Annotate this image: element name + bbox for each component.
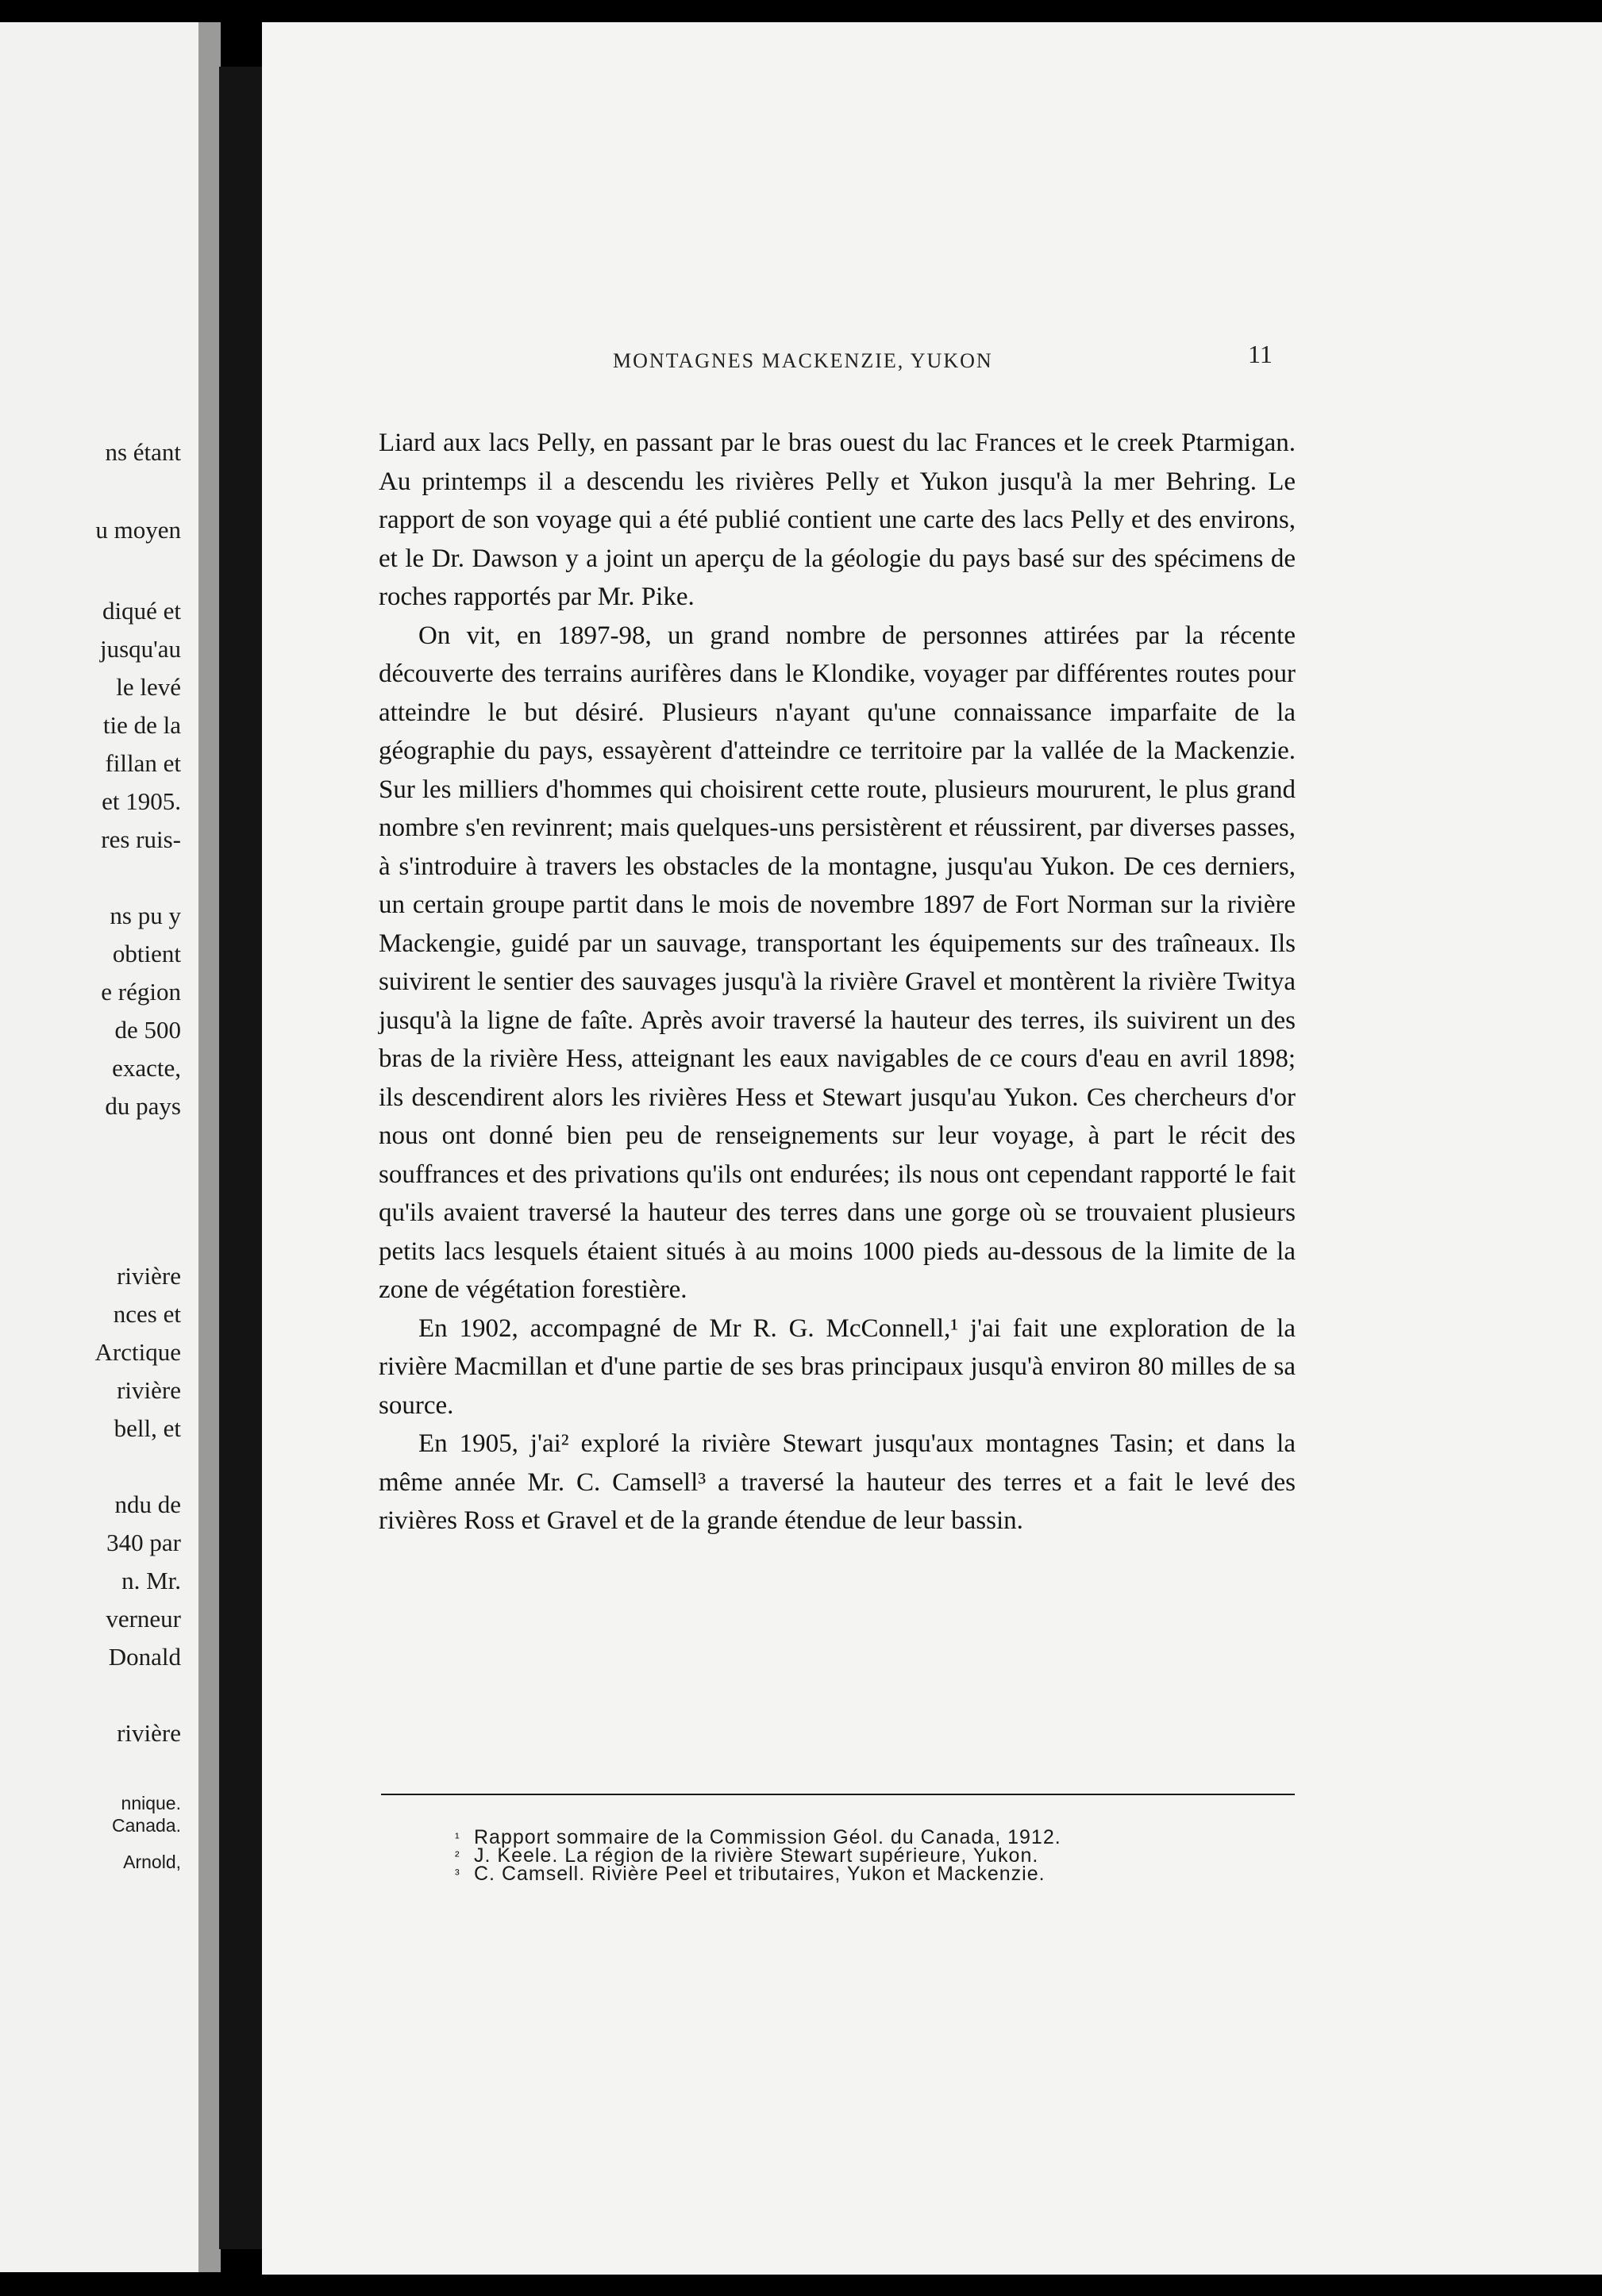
left-text-fragment: diqué et: [102, 597, 181, 625]
footnote-text: J. Keele. La région de la rivière Stewart supérieure, Yukon.: [474, 1844, 1039, 1867]
left-text-fragment: tie de la: [102, 711, 181, 739]
left-text-fragment: jusqu'au: [99, 635, 181, 663]
left-text-fragment: fillan et: [105, 749, 181, 777]
left-text-fragment: ndu de: [114, 1490, 181, 1518]
left-page-text-fragments: [0, 22, 198, 2272]
page-number: 11: [1248, 340, 1273, 368]
footnote-mark: ¹: [455, 1830, 460, 1845]
paragraph: Liard aux lacs Pelly, en passant par le bras ouest du lac Frances et le creek Ptarmigan. Au printemps il a descendu les rivières Pelly et Yukon jusqu'à la mer Behring. Le rapport de son voyage qui a été publié contient une carte des lacs Pelly et des environs, et le Dr. Dawson y a joint un aperçu de la géologie du pays basé sur des spécimens de roches rapportés par Mr. Pike.: [379, 429, 1296, 611]
book-spine: [219, 67, 262, 2249]
left-text-fragment: n. Mr.: [121, 1567, 181, 1594]
left-text-fragment: 340 par: [106, 1529, 181, 1556]
left-footnote-fragment: Canada.: [112, 1815, 181, 1836]
paragraph: En 1902, accompagné de Mr R. G. McConnell,¹ j'ai fait une exploration de la rivière Macmillan et d'une partie de ses bras principaux jusqu'à environ 80 milles de sa source.: [379, 1313, 1296, 1420]
right-page: [262, 22, 1602, 2275]
left-text-fragment: obtient: [112, 940, 181, 967]
footnote-mark: ²: [455, 1848, 460, 1863]
left-text-fragment: verneur: [106, 1605, 181, 1633]
left-text-fragment: Arctique: [94, 1338, 181, 1366]
left-text-fragment: ns pu y: [110, 902, 181, 929]
footnote-text: C. Camsell. Rivière Peel et tributaires, Yukon et Mackenzie.: [474, 1863, 1046, 1885]
left-text-fragment: e région: [101, 978, 181, 1006]
footnotes: [455, 1826, 1296, 1885]
left-text-fragment: de 500: [114, 1016, 181, 1044]
left-text-fragment: nces et: [113, 1300, 181, 1328]
left-text-fragment: exacte,: [112, 1054, 181, 1082]
left-footnote-fragment: nnique.: [121, 1793, 181, 1813]
left-text-fragment: rivière: [117, 1719, 181, 1747]
paragraph: En 1905, j'ai² exploré la rivière Stewart jusqu'aux montagnes Tasin; et dans la même année Mr. C. Camsell³ a traversé la hauteur des terres et a fait le levé des rivières Ross et Gravel et de la grande étendue de leur bassin.: [379, 1429, 1296, 1535]
left-text-fragment: Donald: [108, 1643, 181, 1671]
footnote-text: Rapport sommaire de la Commission Géol. du Canada, 1912.: [474, 1826, 1061, 1848]
footnote-divider: [381, 1794, 1295, 1795]
left-text-fragment: ns étant: [105, 438, 181, 466]
paragraph: On vit, en 1897-98, un grand nombre de personnes attirées par la récente découverte des terrains aurifères dans le Klondike, voyager par différentes routes pour atteindre le but désiré. Plusieurs n'ayant qu'une connaissance imparfaite de la géographie du pays, essayèrent d'atteindre ce territoire par la vallée de la Mackenzie. Sur les milliers d'hommes qui choisirent cette route, plusieurs moururent, le plus grand nombre s'en revinrent; mais quelques-uns persistèrent et réussirent, par diverses passes, à s'introduire à travers les obstacles de la montagne, jusqu'au Yukon. De ces derniers, un certain groupe partit dans le mois de novembre 1897 de Fort Norman sur la rivière Mackengie, guidé par un sauvage, transportant les équipements sur des traîneaux. Ils suivirent le sentier des sauvages jusqu'à la rivière Gravel et montèrent la rivière Twitya jusqu'à la ligne de faîte. Après avoir traversé la hauteur des terres, ils suivirent un des bras de la rivière Hess, atteignant les eaux navigables de ce cours d'eau en avril 1898; ils descendirent alors les rivières Hess et Stewart jusqu'au Yukon. Ces chercheurs d'or nous ont donné bien peu de renseignements sur leur voyage, à part le récit des souffrances et des privations qu'ils ont endurées; ils nous ont cependant rapporté le fait qu'ils avaient traversé la hauteur des terres dans une gorge où se trouvaient plusieurs petits lacs lesquels étaient situés à au moins 1000 pieds au-dessous de la limite de la zone de végétation forestière.: [379, 621, 1296, 1304]
left-footnote-fragment: Arnold,: [123, 1852, 181, 1872]
left-text-fragment: du pays: [105, 1092, 181, 1120]
running-head: MONTAGNES MACKENZIE, YUKON: [613, 349, 993, 372]
left-page: [0, 22, 198, 2272]
left-text-fragment: rivière: [117, 1376, 181, 1404]
left-text-fragment: le levé: [116, 673, 181, 701]
book-gutter-shadow: [198, 22, 221, 2272]
footnote: [455, 1865, 1296, 1883]
body-text: [379, 424, 1296, 1540]
left-text-fragment: bell, et: [114, 1414, 181, 1442]
left-text-fragment: u moyen: [95, 516, 181, 544]
left-text-fragment: et 1905.: [102, 787, 181, 815]
left-text-fragment: rivière: [117, 1262, 181, 1290]
footnote-mark: ³: [455, 1867, 460, 1882]
left-text-fragment: res ruis-: [101, 825, 181, 853]
